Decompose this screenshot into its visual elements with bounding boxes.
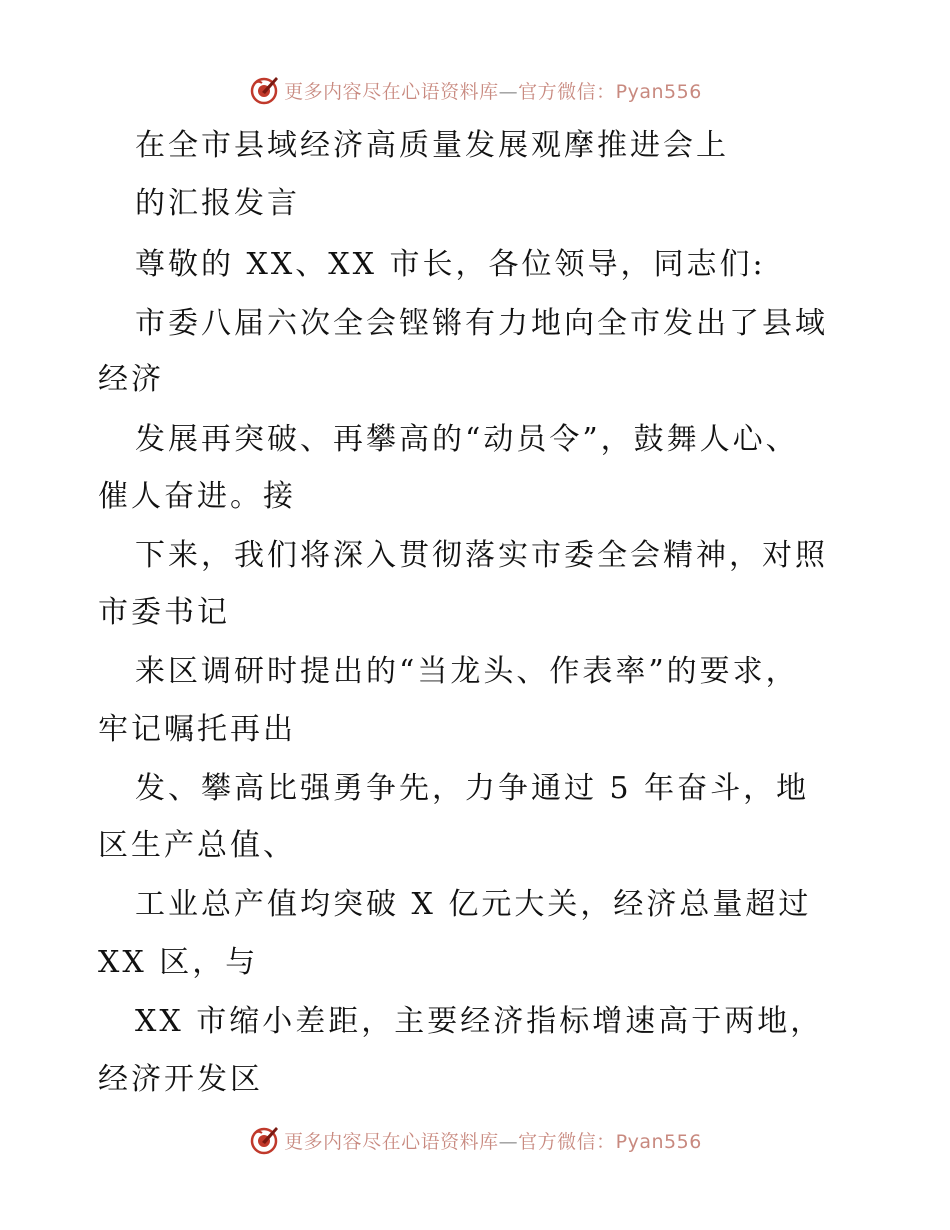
quill-seal-icon [248, 74, 280, 106]
paragraph-line: 牢记嘱托再出 [98, 712, 296, 747]
banner-text [284, 77, 702, 104]
paragraph-line: 市委八届六次全会铿锵有力地向全市发出了县域 [135, 306, 828, 341]
paragraph-line: 区生产总值、 [98, 828, 296, 863]
paragraph-line: 发展再突破、再攀高的“动员令”，鼓舞人心、 [135, 422, 799, 457]
paragraph-line: 来区调研时提出的“当龙头、作表率”的要求， [135, 654, 799, 689]
banner-title: 更多内容尽在心语资料库 [284, 80, 499, 103]
paragraph-line: XX 区，与 [98, 945, 259, 980]
paragraph-line: 经济 [98, 362, 164, 397]
banner-wechat: 官方微信：Pyan556 [518, 1130, 702, 1153]
paragraph-line: XX 市缩小差距，主要经济指标增速高于两地， [135, 1004, 824, 1039]
quill-seal-icon [248, 1124, 280, 1156]
footer-banner [0, 1120, 950, 1160]
banner-separator: — [498, 1130, 519, 1153]
paragraph-line: 催人奋进。接 [98, 479, 296, 514]
header-banner [0, 70, 950, 110]
doc-title-line-2: 的汇报发言 [135, 186, 300, 221]
paragraph-line: 经济开发区 [98, 1062, 263, 1097]
banner-separator: — [498, 80, 519, 103]
paragraph-line: 下来，我们将深入贯彻落实市委全会精神，对照 [135, 538, 828, 573]
banner-text [284, 1127, 702, 1154]
banner-title: 更多内容尽在心语资料库 [284, 1130, 499, 1153]
paragraph-line: 市委书记 [98, 595, 230, 630]
paragraph-line: 工业总产值均突破 X 亿元大关，经济总量超过 [135, 887, 812, 922]
salutation: 尊敬的 XX、XX 市长，各位领导，同志们: [135, 247, 766, 282]
doc-title-line-1: 在全市县域经济高质量发展观摩推进会上 [135, 128, 729, 163]
banner-wechat: 官方微信：Pyan556 [518, 80, 702, 103]
paragraph-line: 发、攀高比强勇争先，力争通过 5 年奋斗，地 [135, 771, 810, 806]
